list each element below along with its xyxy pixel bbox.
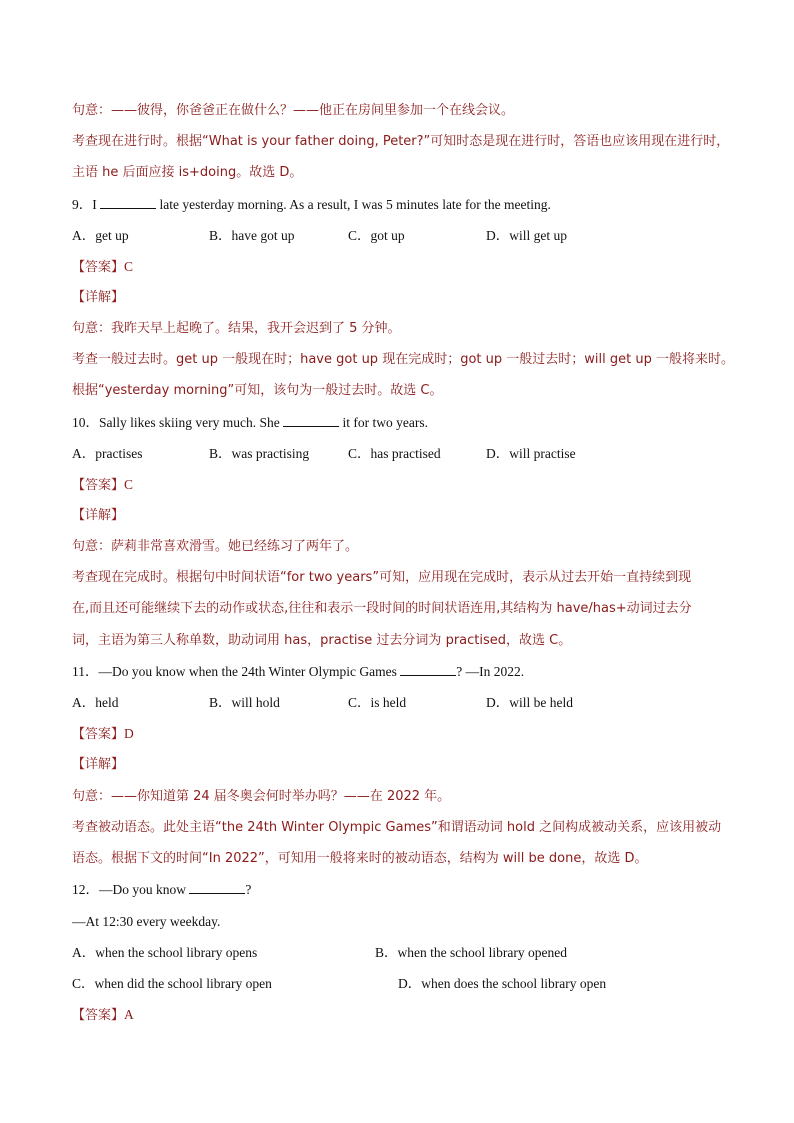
q9-option-d: D．will get up [486,228,567,243]
q12-option-b: B．when the school library opened [375,945,567,960]
q9-answer-label: 【答案】 [72,260,125,275]
q11-analysis-line-1: 考查被动语态。此处主语“the 24th Winter Olympic Games”和谓语动词 hold 之间构成被动关系，应该用被动 [72,820,722,835]
q9-stem [72,196,551,214]
q11-option-d: D．will be held [486,695,573,710]
q12-reply: —At 12:30 every weekday. [72,914,221,929]
q9-analysis-line-1: 考查一般过去时。get up 一般现在时；have got up 现在完成时；got up 一般过去时；will get up 一般将来时。 [72,352,734,367]
q10-option-c: C．has practised [348,446,441,461]
q11-answer-label: 【答案】 [72,727,125,742]
q10-blank [283,414,339,427]
q10-answer-label: 【答案】 [72,478,125,493]
q10-option-b: B．was practising [209,446,310,461]
q9-stem-end: late yesterday morning. As a result, I was 5 minutes late for the meeting. [159,197,551,212]
q9-option-c: C．got up [348,228,405,243]
q10-analysis-line-2: 在,而且还可能继续下去的动作或状态,往往和表示一段时间的时间状语连用,其结构为 have/has+动词过去分 [72,601,692,616]
q9-detail-label: 【详解】 [72,290,125,305]
q9-analysis-line-2: 根据“yesterday morning”可知，该句为一般过去时。故选 C。 [72,383,443,398]
q10-option-a: A．practises [72,446,143,461]
q9-meaning: 句意：我昨天早上起晚了。结果，我开会迟到了 5 分钟。 [72,321,401,336]
q11-detail-heading [72,756,124,774]
q10-analysis-line-3: 词，主语为第三人称单数，助动词用 has，practise 过去分词为 practised，故选 C。 [72,633,572,648]
q9-option-a: A．get up [72,228,129,243]
q11-answer-value: D [124,726,134,741]
q10-stem-end: it for two years. [342,415,428,430]
q12-option-c: C．when did the school library open [72,976,272,991]
q12-answer [72,1006,134,1025]
q8-meaning: 句意：——彼得，你爸爸正在做什么？——他正在房间里参加一个在线会议。 [72,103,515,118]
q12-blank [189,881,245,894]
q9-option-b: B．have got up [209,228,295,243]
q12-option-a: A．when the school library opens [72,945,258,960]
q10-option-d: D．will practise [486,446,576,461]
q12-answer-label: 【答案】 [72,1008,125,1023]
q12-stem-start: 12．—Do you know [72,882,186,897]
q10-answer-value: C [124,477,134,492]
q10-detail-heading [72,507,124,525]
q12-stem [72,881,251,899]
q11-option-c: C．is held [348,695,407,710]
q9-detail-heading [72,289,124,307]
q11-blank [400,663,456,676]
q11-meaning: 句意：——你知道第 24 届冬奥会何时举办吗？——在 2022 年。 [72,789,451,804]
q8-analysis-line-1: 考查现在进行时。根据“What is your father doing, Peter?”可知时态是现在进行时，答语也应该用现在进行时， [72,134,730,149]
q12-option-d: D．when does the school library open [398,976,607,991]
q12-answer-value: A [124,1007,134,1022]
q9-answer [72,258,133,277]
q11-stem-start: 11．—Do you know when the 24th Winter Olympic Games [72,664,397,679]
q10-meaning: 句意：萨莉非常喜欢滑雪。她已经练习了两年了。 [72,539,359,554]
q10-answer [72,476,133,495]
q10-analysis-line-1: 考查现在完成时。根据句中时间状语“for two years”可知，应用现在完成时，表示从过去开始一直持续到现 [72,570,692,585]
q12-stem-end: ? [245,882,252,897]
q9-answer-value: C [124,259,134,274]
q10-detail-label: 【详解】 [72,508,125,523]
q9-blank [100,196,156,209]
q8-analysis-line-2: 主语 he 后面应接 is+doing。故选 D。 [72,165,303,180]
q11-analysis-line-2: 语态。根据下文的时间“In 2022”，可知用一般将来时的被动语态，结构为 will be done，故选 D。 [72,851,648,866]
q11-option-a: A．held [72,695,119,710]
q10-stem [72,414,428,432]
q11-detail-label: 【详解】 [72,757,125,772]
q10-stem-start: 10．Sally likes skiing very much. She [72,415,280,430]
q11-answer [72,725,134,744]
q11-stem [72,663,524,681]
q11-stem-end: ? —In 2022. [456,664,525,679]
q11-option-b: B．will hold [209,695,280,710]
q9-stem-start: 9．I [72,197,97,212]
